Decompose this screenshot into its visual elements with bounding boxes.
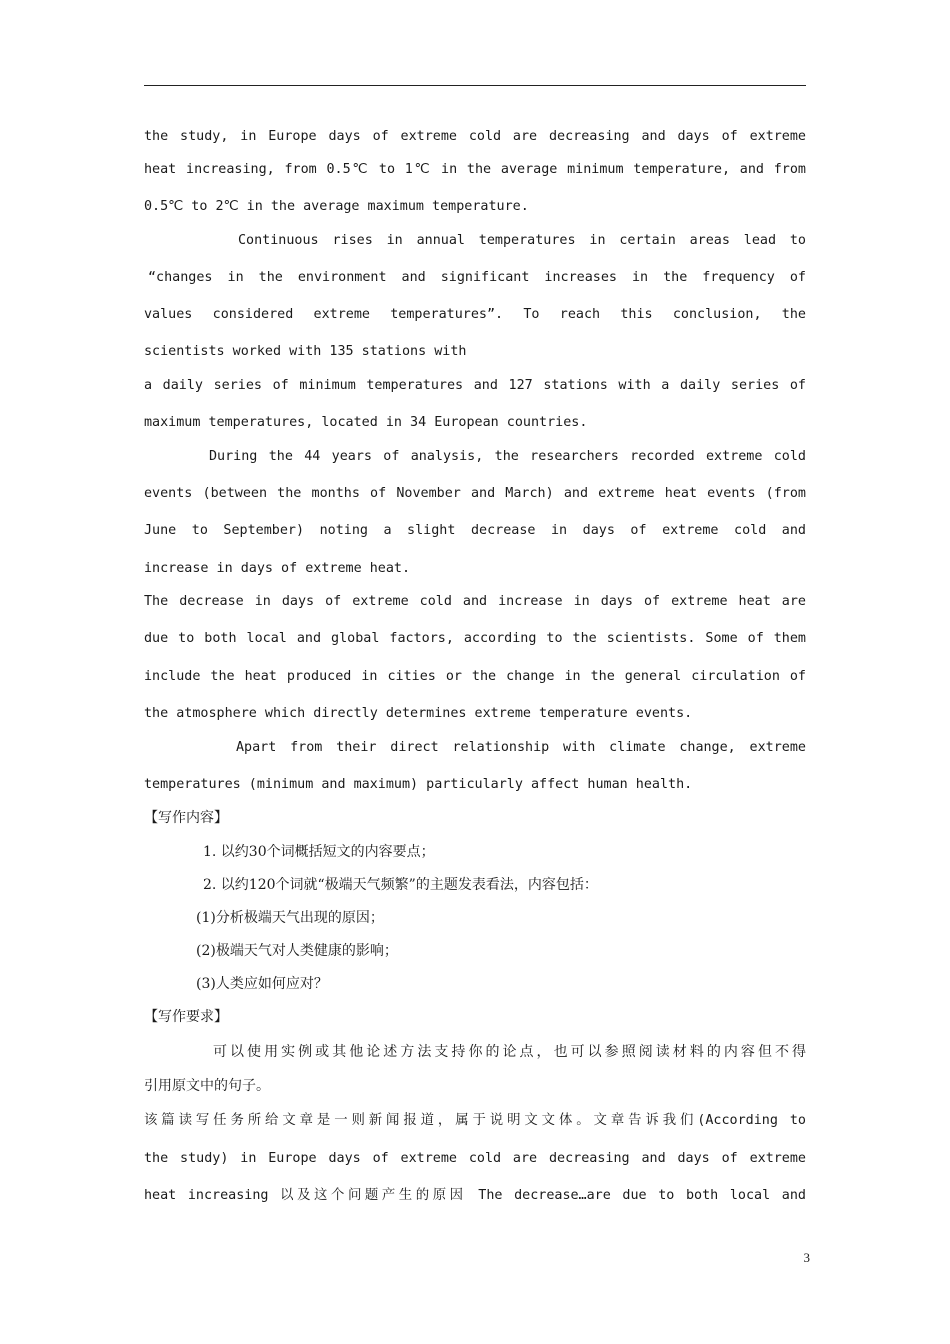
- text-line: “changes in the environment and significant increases in the frequency of: [148, 270, 806, 285]
- text-line: June to September) noting a slight decrease in days of extreme cold and: [144, 523, 806, 538]
- text-line: the study) in Europe days of extreme cold are decreasing and days of extreme: [144, 1151, 806, 1166]
- text-line: (1)分析极端天气出现的原因；: [196, 910, 384, 926]
- text-line: heat increasing, from 0.5℃ to 1℃ in the average minimum temperature, and from: [144, 162, 806, 177]
- page-number: 3: [803, 1250, 810, 1265]
- text-line: (2)极端天气对人类健康的影响；: [196, 943, 398, 959]
- text-line: 可以使用实例或其他论述方法支持你的论点，也可以参照阅读材料的内容但不得: [213, 1044, 806, 1060]
- text-line: Apart from their direct relationship with climate change, extreme: [236, 740, 806, 755]
- text-line: Continuous rises in annual temperatures in certain areas lead to: [238, 233, 806, 248]
- text-line: (3)人类应如何应对？: [196, 976, 328, 992]
- text-line: heat increasing 以及这个问题产生的原因 The decrease…are due to both local and: [144, 1188, 806, 1203]
- text-line: the atmosphere which directly determines extreme temperature events.: [144, 706, 693, 721]
- text-line: 该篇读写任务所给文章是一则新闻报道，属于说明文文体。文章告诉我们(According to: [144, 1113, 806, 1128]
- text-line: 0.5℃ to 2℃ in the average maximum temperature.: [144, 199, 529, 214]
- text-line: 1. 以约30个词概括短文的内容要点；: [203, 844, 435, 860]
- text-line: The decrease in days of extreme cold and increase in days of extreme heat are: [144, 594, 806, 609]
- text-line: the study, in Europe days of extreme cold are decreasing and days of extreme: [144, 129, 806, 144]
- text-line: 引用原文中的句子。: [144, 1078, 270, 1094]
- text-line: events (between the months of November and March) and extreme heat events (from: [144, 486, 806, 501]
- header-rule: [144, 85, 806, 86]
- text-line: During the 44 years of analysis, the researchers recorded extreme cold: [209, 449, 806, 464]
- text-line: due to both local and global factors, according to the scientists. Some of them: [144, 631, 806, 646]
- section-heading: 【写作要求】: [144, 1009, 228, 1025]
- text-line: increase in days of extreme heat.: [144, 561, 411, 576]
- text-line: a daily series of minimum temperatures and 127 stations with a daily series of: [144, 378, 806, 393]
- text-line: 2. 以约120个词就“极端天气频繁”的主题发表看法，内容包括：: [203, 877, 598, 893]
- text-line: scientists worked with 135 stations with: [144, 344, 467, 359]
- text-line: include the heat produced in cities or the change in the general circulation of: [144, 669, 806, 684]
- text-line: temperatures (minimum and maximum) particularly affect human health.: [144, 777, 693, 792]
- text-line: maximum temperatures, located in 34 European countries.: [144, 415, 588, 430]
- text-line: values considered extreme temperatures”. To reach this conclusion, the: [144, 307, 806, 322]
- section-heading: 【写作内容】: [144, 810, 228, 826]
